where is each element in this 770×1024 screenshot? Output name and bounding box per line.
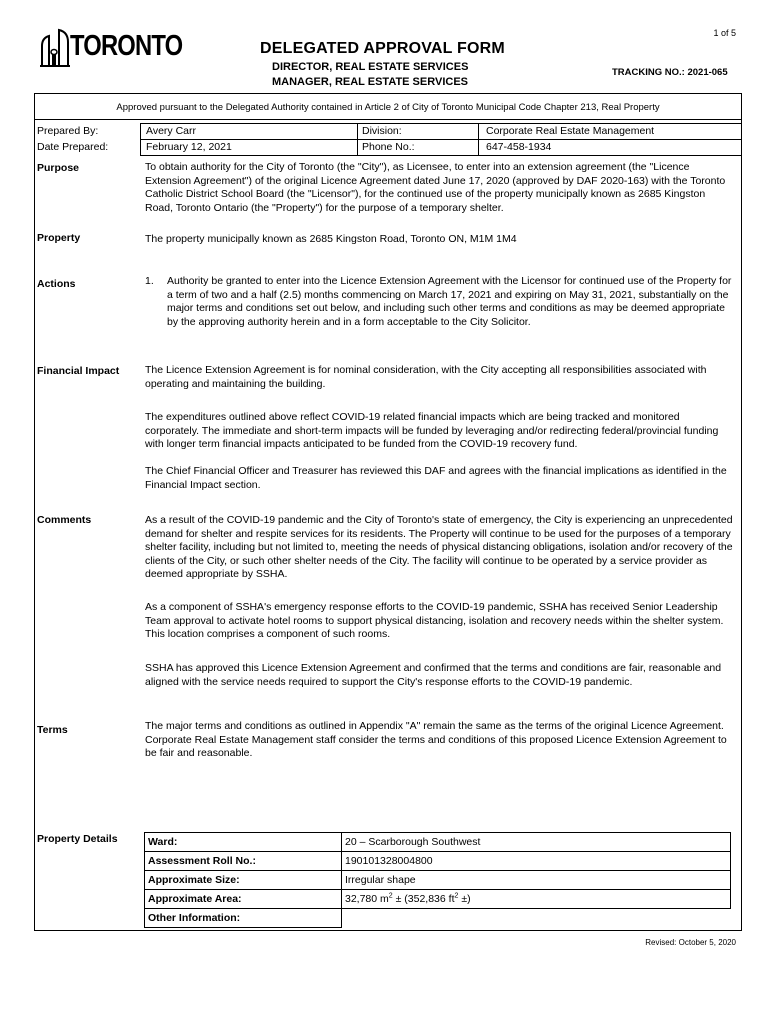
other-information-value [342, 909, 731, 928]
comments-paragraph-3: SSHA has approved this Licence Extension Agreement and confirmed that the terms and conditions are fair, reasonable and aligned with the service needs required to support the City's response efforts to the COVID-19 pandemic. [145, 662, 722, 688]
property-label: Property [37, 232, 81, 244]
comments-paragraph-2: As a component of SSHA's emergency response efforts to the COVID-19 pandemic, SSHA has received Senior Leadership Team approval to activate hotel rooms to support physical distancing, isolation and recovery needs within the shelter system. This location comprises a component of such rooms. [145, 601, 724, 640]
actions-label: Actions [37, 278, 76, 290]
authority-statement: Approved pursuant to the Delegated Authority contained in Article 2 of City of Toronto Municipal Code Chapter 213, Real Property [116, 102, 660, 113]
phone-label: Phone No.: [362, 141, 415, 153]
logo-wordmark: TORONTO [70, 30, 183, 62]
division-label: Division: [362, 125, 402, 137]
approximate-size-value: Irregular shape [342, 871, 731, 890]
financial-impact-label: Financial Impact [37, 365, 120, 377]
action-number: 1. [145, 275, 154, 287]
purpose-text: To obtain authority for the City of Toronto (the "City"), as Licensee, to enter into an extension agreement (the "Licence Extension Agreement") of the original Licence Agreement dated June 17, 2020 (approved by DAF 2020-163) with the Toronto Catholic District School Board (the "Licensor"), for the continued use of the property municipally known as 2685 Kingston Road, Toronto Ontario (the "Property") for the purpose of a temporary shelter. [145, 161, 726, 214]
action-item [145, 275, 735, 329]
phone-value: 647-458-1934 [486, 141, 552, 153]
approximate-size-label: Approximate Size: [145, 871, 342, 890]
other-information-label: Other Information: [145, 909, 342, 928]
table-row [145, 890, 731, 909]
prepared-by-label: Prepared By: [37, 125, 99, 137]
city-hall-icon [40, 28, 70, 68]
property-details-label: Property Details [37, 833, 118, 845]
revised-date: Revised: October 5, 2020 [645, 938, 736, 947]
header-divider [34, 119, 742, 120]
financial-paragraph-1: The Licence Extension Agreement is for nominal consideration, with the City accepting all responsibilities associated with operating and maintaining the building. [145, 364, 707, 390]
area-end: ±) [458, 893, 471, 905]
financial-paragraph-3: The Chief Financial Officer and Treasurer has reviewed this DAF and agrees with the financial implications as identified in the Financial Impact section. [145, 465, 727, 491]
property-text: The property municipally known as 2685 Kingston Road, Toronto ON, M1M 1M4 [145, 233, 517, 245]
assessment-roll-value: 190101328004800 [342, 852, 731, 871]
toronto-logo [40, 26, 183, 74]
area-metric: 32,780 m [345, 893, 389, 905]
area-middle: ± (352,836 ft [392, 893, 455, 905]
terms-text: The major terms and conditions as outlined in Appendix "A" remain the same as the terms of the original Licence Agreement. Corporate Real Estate Management staff consider the terms and conditions of this proposed Licence Extension Agreement to be fair and reasonable. [145, 720, 727, 759]
financial-paragraph-2: The expenditures outlined above reflect COVID-19 related financial impacts which are being tracked and monitored corporately. The immediate and short-term impacts will be funded by leveraging and/or redirecting federal/provincial funding with longer term financial impacts anticipated to be funded from the COVID-19 recovery fund. [145, 411, 719, 450]
page-number: 1 of 5 [713, 28, 736, 38]
division-value: Corporate Real Estate Management [486, 125, 655, 137]
purpose-label: Purpose [37, 162, 80, 174]
tracking-number: TRACKING NO.: 2021-065 [612, 67, 728, 78]
ward-value: 20 – Scarborough Southwest [342, 833, 731, 852]
table-row [145, 909, 731, 928]
date-prepared-label: Date Prepared: [37, 141, 109, 153]
comments-paragraph-1: As a result of the COVID-19 pandemic and the City of Toronto's state of emergency, the City is experiencing an unprecedented demand for shelter and respite services for its residents. The Property will continue to be used for the purposes of a temporary shelter facility, including but not limited to, meeting the needs of physical distancing obligations, isolation and/or recovery of the clients of the City, or such other shelter needs of the City. The facility will continue to be operated by a service provider as deemed appropriate by SSHA. [145, 514, 733, 580]
area-superscript-2: 2 [454, 892, 459, 900]
assessment-roll-label: Assessment Roll No.: [145, 852, 342, 871]
prepared-by-value: Avery Carr [146, 125, 196, 137]
approximate-area-label: Approximate Area: [145, 890, 342, 909]
form-title: DELEGATED APPROVAL FORM [260, 40, 505, 57]
approximate-area-value [342, 890, 731, 909]
table-row [145, 833, 731, 852]
date-prepared-value: February 12, 2021 [146, 141, 232, 153]
action-text: Authority be granted to enter into the Licence Extension Agreement with the Licensor for continued use of the Property for a term of two and a half (2.5) months commencing on March 17, 2021 and expiring on May 31, 2021, substantially on the major terms and conditions set out below, and including such other terms and conditions as may be deemed appropriate by the approving authority herein and in a form acceptable to the City Solicitor. [167, 275, 732, 328]
ward-label: Ward: [145, 833, 342, 852]
form-subtitle-2: MANAGER, REAL ESTATE SERVICES [272, 76, 468, 88]
form-frame [34, 93, 742, 931]
table-row [145, 871, 731, 890]
area-superscript-1: 2 [388, 892, 393, 900]
comments-label: Comments [37, 514, 92, 526]
form-subtitle-1: DIRECTOR, REAL ESTATE SERVICES [272, 61, 469, 73]
terms-label: Terms [37, 724, 68, 736]
table-row [145, 852, 731, 871]
property-details-table [144, 832, 731, 928]
